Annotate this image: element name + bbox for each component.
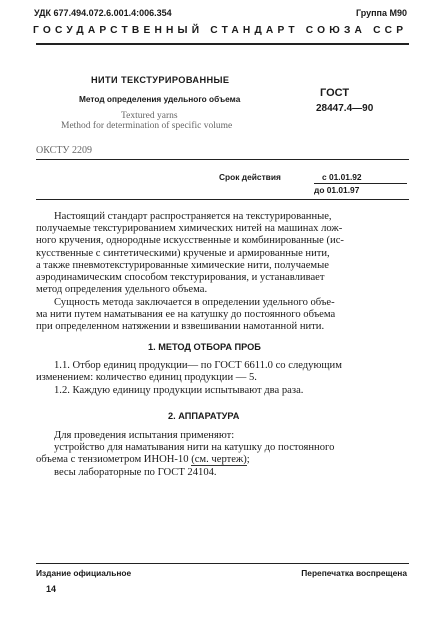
section-1-item-2: [36, 385, 410, 397]
group-code: Группа М90: [355, 8, 407, 18]
paragraph-line: [36, 454, 410, 466]
paragraph-line: кусственные с синтетическими) крученые и армированные нити,: [36, 247, 330, 259]
drawing-reference: (см. чертеж): [191, 454, 247, 466]
page-number: 14: [46, 584, 57, 594]
gost-label: ГОСТ: [320, 87, 350, 99]
validity-from: с 01.01.92: [322, 172, 362, 182]
item-1-end: ;: [246, 454, 250, 466]
paragraph-line: ма нити путем наматывания ее на катушку до постоянного объема: [36, 309, 336, 321]
paragraph-line: Для проведения испытания применяют:: [54, 430, 235, 441]
validity-rule: [36, 199, 409, 200]
paragraph-line: ного кручения, однородные искусственные и комбинированные (ис-: [36, 235, 344, 247]
item-1-text: объема с тензиометром ИНОН-10: [36, 454, 189, 466]
section-2-body: [36, 430, 410, 479]
document-title: НИТИ ТЕКСТУРИРОВАННЫЕ: [91, 75, 230, 85]
paragraph-line: а также пневмотекстурированные химические нити, получаемые: [36, 259, 329, 271]
paragraph-line: 1.1. Отбор единиц продукции— по ГОСТ 6611.0 со следующим: [54, 360, 342, 371]
paragraph-line: устройство для наматывания нити на катушку до постоянного: [54, 442, 335, 454]
english-title: Textured yarns: [121, 111, 178, 121]
paragraph-line: Настоящий стандарт распространяется на текстурированные,: [54, 211, 332, 222]
validity-to: до 01.01.97: [314, 185, 360, 195]
okstu-rule: [36, 159, 409, 160]
paragraph-line: изменением: количество единиц продукции — 5.: [36, 372, 257, 384]
paragraph-line: весы лабораторные по ГОСТ 24104.: [54, 466, 217, 478]
banner-rule: [36, 43, 409, 45]
reprint-note: Перепечатка воспрещена: [301, 568, 407, 578]
intro-paragraph-2: [36, 297, 410, 334]
udc-code: УДК 677.494.072.6.001.4:006.354: [34, 8, 172, 18]
gost-number: 28447.4—90: [316, 103, 374, 114]
section-1-item-1: [36, 360, 410, 384]
paragraph-line: получаемые текстурированием химических нитей на машинах лож-: [36, 223, 343, 235]
section-2-heading: 2. АППАРАТУРА: [168, 411, 240, 421]
validity-label: Срок действия: [219, 172, 281, 182]
edition-note: Издание официальное: [36, 568, 132, 578]
footer-rule: [36, 563, 409, 564]
document-subtitle: Метод определения удельного объема: [79, 94, 241, 104]
standard-banner: ГОСУДАРСТВЕННЫЙ СТАНДАРТ СОЮЗА ССР: [33, 25, 408, 36]
paragraph-line: аэродинамическим способом текстурирования, и устанавливает: [36, 272, 325, 284]
intro-paragraph-1: [36, 211, 410, 296]
section-1-heading: 1. МЕТОД ОТБОРА ПРОБ: [148, 342, 261, 352]
english-subtitle: Method for determination of specific volume: [61, 121, 233, 131]
paragraph-line: Сущность метода заключается в определении удельного объе-: [54, 297, 335, 308]
paragraph-line: при определенном натяжении и взвешивании намотанной нити.: [36, 321, 325, 333]
okstu-code: ОКСТУ 2209: [36, 145, 93, 156]
validity-divider: [314, 183, 407, 184]
paragraph-line: 1.2. Каждую единицу продукции испытывают два раза.: [54, 385, 304, 396]
paragraph-line: метод определения удельного объема.: [36, 284, 208, 296]
